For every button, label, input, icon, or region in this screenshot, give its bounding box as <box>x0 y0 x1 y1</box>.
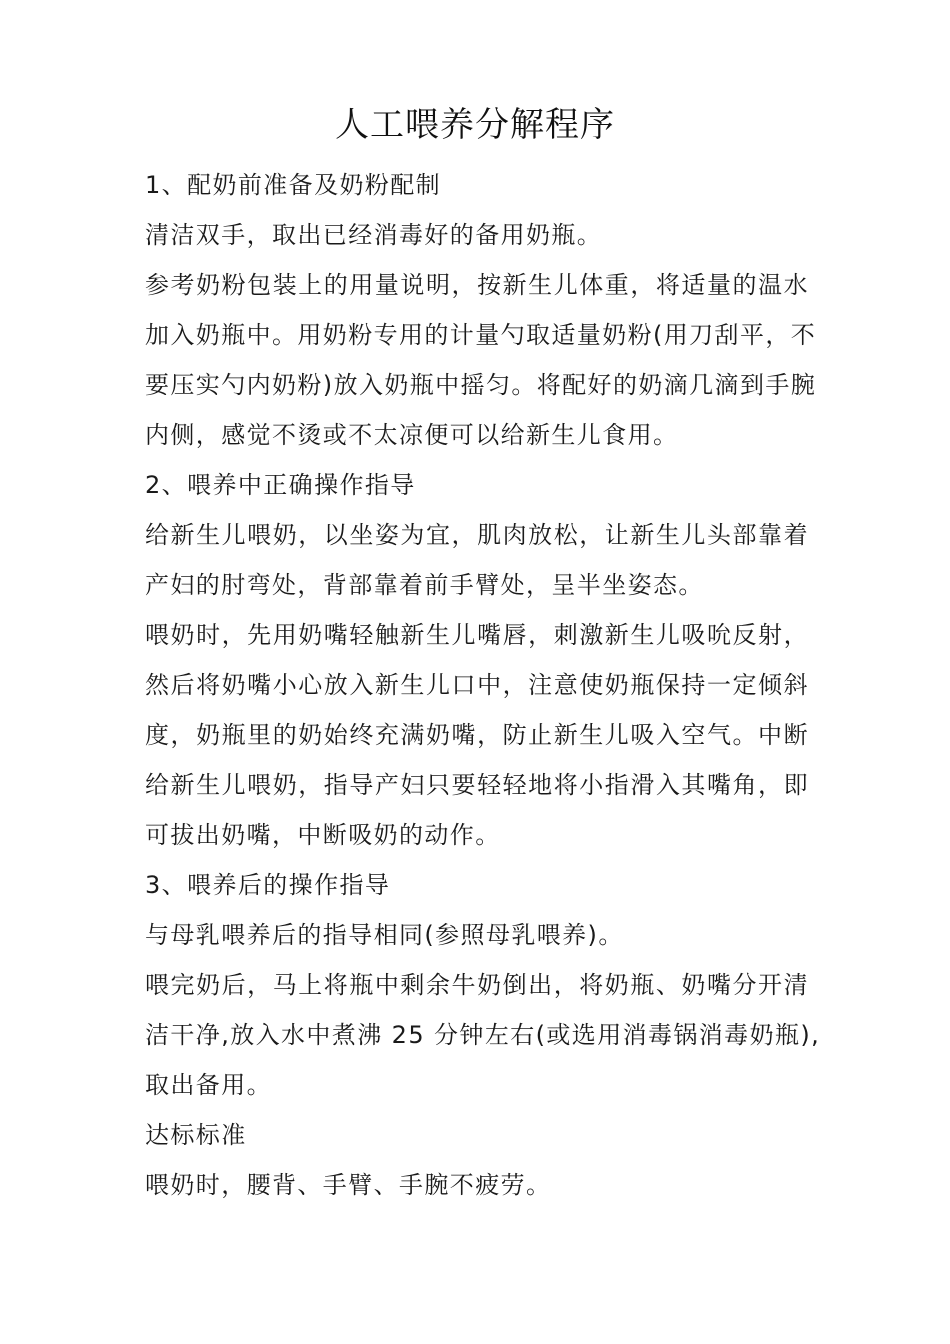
section-heading-2: 2、喂养中正确操作指导 <box>145 471 416 499</box>
paragraph-line: 喂奶时，先用奶嘴轻触新生儿嘴唇，刺激新生儿吸吮反射， <box>145 621 809 649</box>
paragraph-line: 给新生儿喂奶，以坐姿为宜，肌肉放松，让新生儿头部靠着 <box>145 521 809 549</box>
section-heading-1: 1、配奶前准备及奶粉配制 <box>145 171 442 199</box>
document-title: 人工喂养分解程序 <box>335 105 615 145</box>
paragraph-line: 要压实勺内奶粉)放入奶瓶中摇匀。将配好的奶滴几滴到手腕 <box>145 371 817 399</box>
paragraph-line: 取出备用。 <box>145 1071 272 1099</box>
paragraph-line: 与母乳喂养后的指导相同(参照母乳喂养)。 <box>145 921 624 949</box>
paragraph-line: 加入奶瓶中。用奶粉专用的计量勺取适量奶粉(用刀刮平，不 <box>145 321 817 349</box>
paragraph-line: 内侧，感觉不烫或不太凉便可以给新生儿食用。 <box>145 421 679 449</box>
paragraph-line: 参考奶粉包装上的用量说明，按新生儿体重，将适量的温水 <box>145 271 809 299</box>
paragraph-line: 可拔出奶嘴，中断吸奶的动作。 <box>145 821 501 849</box>
paragraph-line: 产妇的肘弯处，背部靠着前手臂处，呈半坐姿态。 <box>145 571 704 599</box>
paragraph-line: 清洁双手，取出已经消毒好的备用奶瓶。 <box>145 221 603 249</box>
paragraph-line: 喂奶时，腰背、手臂、手腕不疲劳。 <box>145 1171 552 1199</box>
paragraph-line: 洁干净,放入水中煮沸 25 分钟左右(或选用消毒锅消毒奶瓶), <box>145 1021 821 1049</box>
section-heading-standard: 达标标准 <box>145 1121 247 1149</box>
paragraph-line: 度，奶瓶里的奶始终充满奶嘴，防止新生儿吸入空气。中断 <box>145 721 809 749</box>
paragraph-line: 喂完奶后，马上将瓶中剩余牛奶倒出，将奶瓶、奶嘴分开清 <box>145 971 809 999</box>
document-body <box>145 160 821 1210</box>
section-heading-3: 3、喂养后的操作指导 <box>145 871 391 899</box>
paragraph-line: 然后将奶嘴小心放入新生儿口中，注意使奶瓶保持一定倾斜 <box>145 671 809 699</box>
paragraph-line: 给新生儿喂奶，指导产妇只要轻轻地将小指滑入其嘴角，即 <box>145 771 809 799</box>
